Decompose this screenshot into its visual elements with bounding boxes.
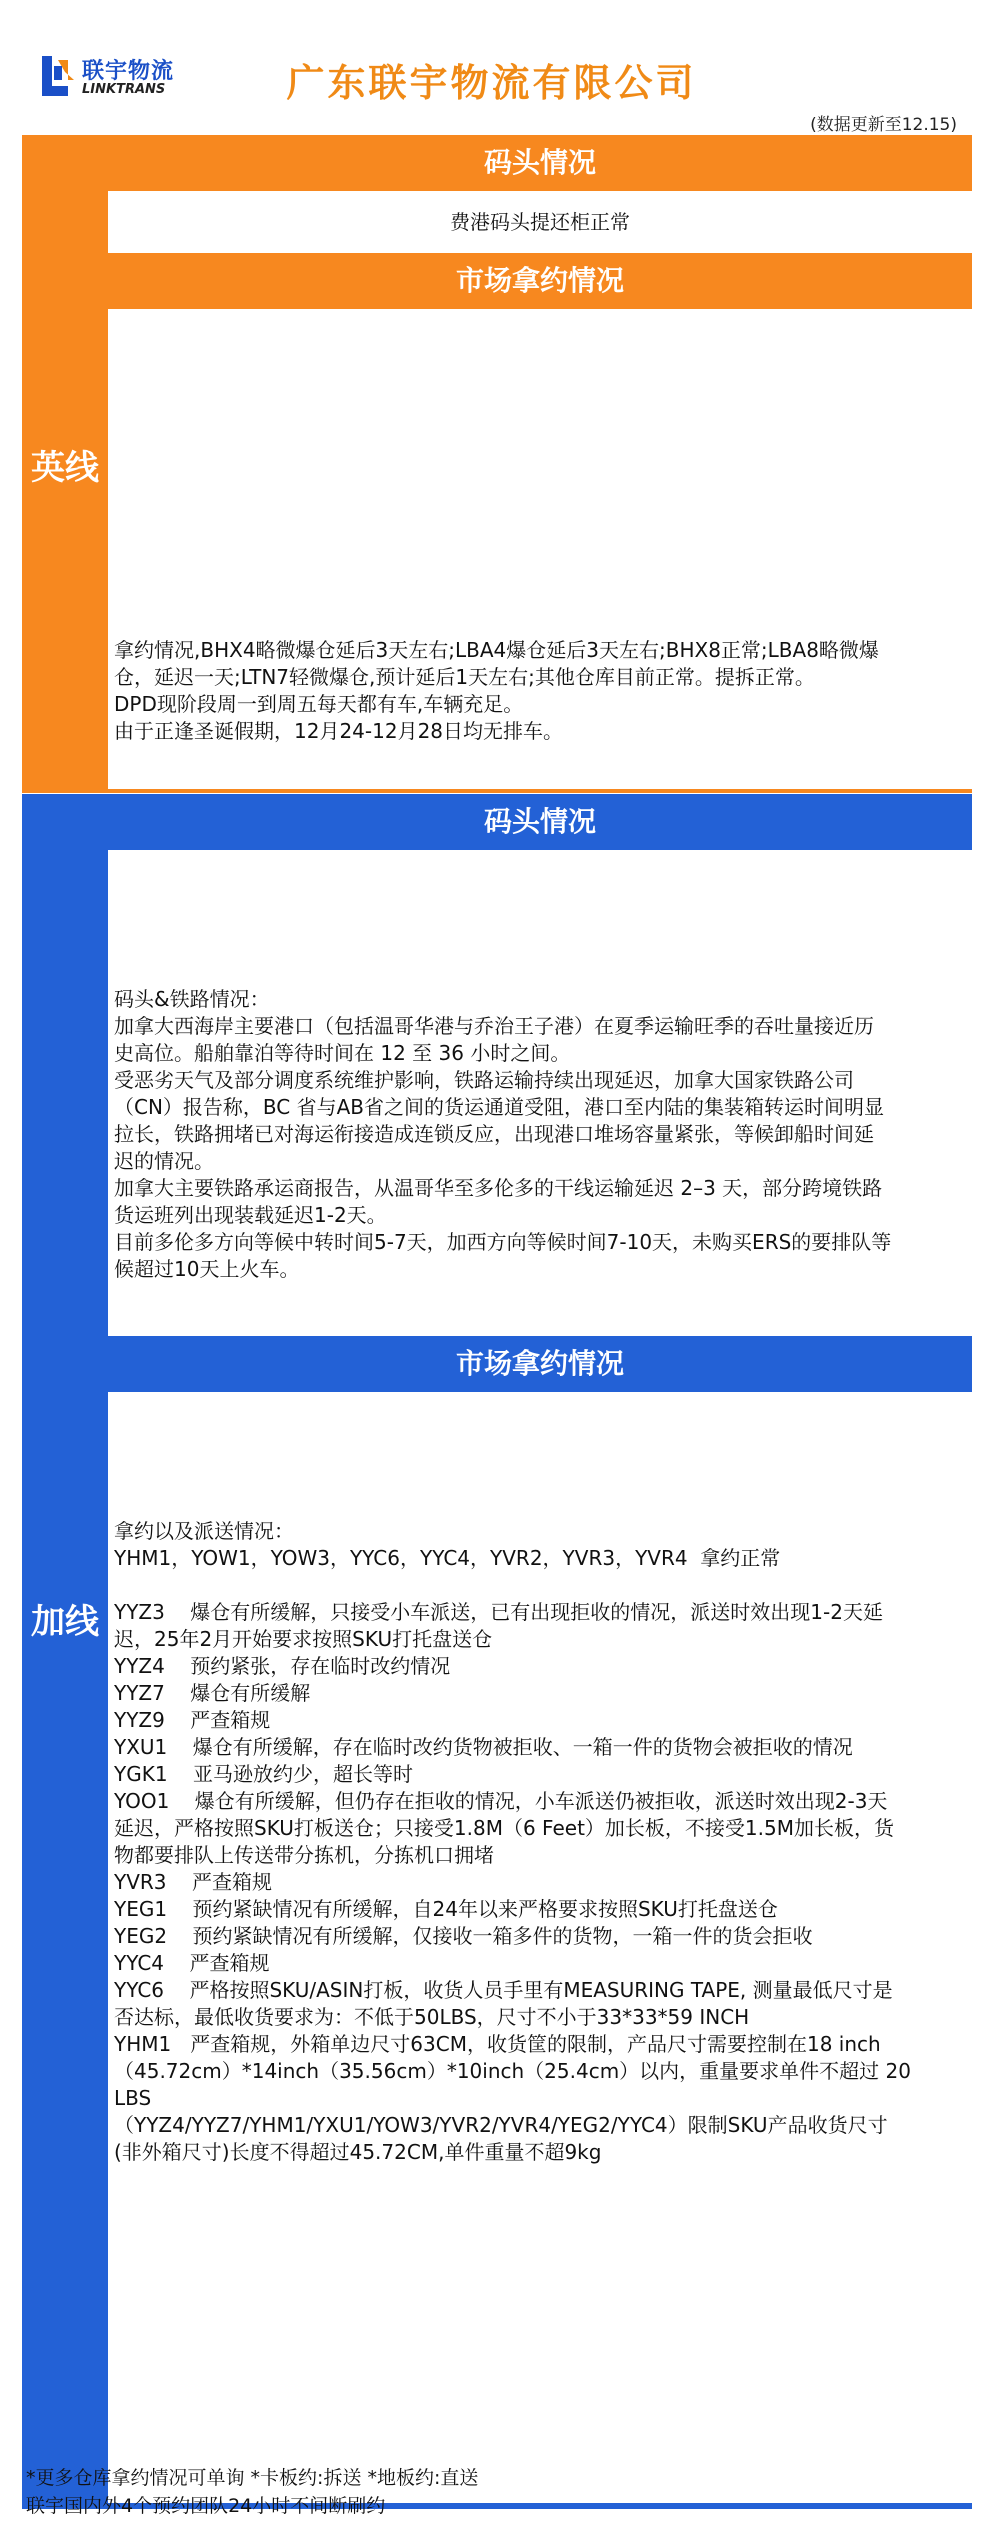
- canada-market-text: 拿约以及派送情况： YHM1，YOW1，YOW3，YYC6，YYC4，YVR2，YVR3，YVR4 拿约正常 YYZ3 爆仓有所缓解，只接受小车派送，已有出现拒收的情况，派送时效出现1-2天延 迟，25年2月开始要求按照SKU打托盘送仓 YYZ4 预约紧张，存在临时改约情况 YYZ7 爆仓有所缓解 YYZ9 严查箱规 YXU1 爆仓有所缓解，存在临时改约货物被拒收、一箱一件的货物会被拒收的情况 YGK1 亚马逊放约少，超长等时 YOO1 爆仓有所缓解，但仍存在拒收的情况，小车派送仍被拒收，派送时效出现2-3天 延迟，严格按照SKU打板送仓；只接受1.8M（6 Feet）加长板，不接受1.5M加长板，货 物都要排队上传送带分拣机，分拣机口拥堵 YVR3 严查箱规 YEG1 预约紧缺情况有所缓解，自24年以来严格要求按照SKU打托盘送仓 YEG2 预约紧缺情况有所缓解，仅接收一箱多件的货物，一箱一件的货会拒收 YYC4 严查箱规 YYC6 严格按照SKU/ASIN打板，收货人员手里有MEASURING TAPE, 测量最低尺寸是 否达标，最低收货要求为：不低于50LBS，尺寸不小于33*33*59 INCH YHM1 严查箱规，外箱单边尺寸63CM，收货筐的限制，产品尺寸需要控制在18 inch （45.72cm）*14inch（35.56cm）*10inch（25.4cm）以内，重量要求单件不超过 20 LBS （YYZ4/YYZ7/YHM1/YXU1/YOW3/YVR2/YVR4/YEG2/YYC4）限制SKU产品收货尺寸 (非外箱尺寸)长度不得超过45.72CM,单件重量不超9kg: [114, 1519, 911, 2164]
- uk-line-label: 英线: [31, 448, 99, 488]
- canada-port-panel: [108, 850, 972, 1336]
- uk-port-status: 费港码头提还柜正常: [108, 191, 972, 253]
- logo-chinese-name: 联宇物流: [82, 59, 175, 84]
- logo-english-name: LINKTRANS: [82, 82, 166, 97]
- page-header: [0, 0, 983, 135]
- footer-note-1: *更多仓库拿约情况可单询 *卡板约:拆送 *地板约:直送: [26, 2467, 479, 2489]
- canada-port-title: 码头情况: [108, 794, 972, 850]
- uk-port-title: 码头情况: [108, 135, 972, 191]
- canada-market-panel: [108, 1392, 972, 2503]
- footer-note-2: 联宇国内外4个预约团队24小时不间断刷约: [26, 2495, 386, 2517]
- canada-port-text: 码头&铁路情况： 加拿大西海岸主要港口（包括温哥华港与乔治王子港）在夏季运输旺季的吞吐量接近历 史高位。船舶靠泊等待时间在 12 至 36 小时之间。 受恶劣天气及部分调度系统维护影响，铁路运输持续出现延迟，加拿大国家铁路公司 （CN）报告称，BC 省与AB省之间的货运通道受阻，港口至内陆的集装箱转运时间明显 拉长，铁路拥堵已对海运衔接造成连锁反应，出现港口堆场容量紧张，等候卸船时间延 迟的情况。 加拿大主要铁路承运商报告，从温哥华至多伦多的干线运输延迟 2–3 天，部分跨境铁路 货运班列出现装载延迟1-2天。 目前多伦多方向等候中转时间5-7天，加西方向等候时间7-10天，未购买ERS的要排队等 候超过10天上火车。: [114, 987, 892, 1281]
- uk-market-title: 市场拿约情况: [108, 253, 972, 309]
- company-title: 广东联宇物流有限公司: [286, 61, 697, 105]
- uk-market-text: 拿约情况,BHX4略微爆仓延后3天左右;LBA4爆仓延后3天左右;BHX8正常;LBA8略微爆 仓，延迟一天;LTN7轻微爆仓,预计延后1天左右;其他仓库目前正常。提拆正常。 DPD现阶段周一到周五每天都有车,车辆充足。 由于正逢圣诞假期，12月24-12月28日均无排车。: [114, 638, 879, 743]
- canada-line-label: 加线: [31, 1602, 99, 1642]
- data-updated-note: (数据更新至12.15): [810, 115, 957, 135]
- page-footer: [26, 2464, 963, 2520]
- canada-market-title: 市场拿约情况: [108, 1336, 972, 1392]
- uk-market-panel: [108, 309, 972, 789]
- uk-line-section: [22, 135, 972, 793]
- canada-line-section: [22, 794, 972, 2509]
